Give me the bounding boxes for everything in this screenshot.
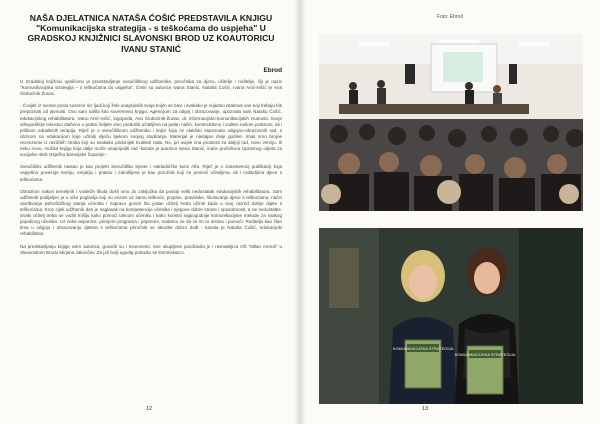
paragraph: U Gradskoj knjižnici upriličeno je predstavljanje sveučilišnog udžbenika, priručnika za djecu, učitelje i roditelje, čiji je naziv "Komunikacijska strategija – s teškoćama do uspjeha". Četiri su autorice Ivana Stanić, Nataša Ćošić, Ivana Anić-Ivičić te Ana Globočnik Žunac. <box>20 79 282 97</box>
event-photo <box>319 34 583 211</box>
paragraph: Na predstavljanju knjige osim autorica, govorili su i recenzenti. Sve okupljene pozdravila je i ravnateljica OŠ "Milan Amruš" u Slavonskom Brodu Mirjana Jakovčev. Za još bolji ugodaj potrudio se Dominik&Co. <box>20 243 282 255</box>
authors-photo <box>319 228 583 404</box>
book-cover-title: KOMUNIKACIJSKA STRATEGIJA <box>454 352 516 357</box>
article-title: NAŠA DJELATNICA NATAŠA ĆOŠIĆ PREDSTAVILA KNJIGU "Komunikacijska strategija - s teškoćama do uspjeha" U GRADSKOJ KNJIŽNICI SLAVONSKI BROD UZ KOAUTORICU IVANU STANIĆ <box>27 13 275 54</box>
right-page <box>300 0 600 424</box>
authors-photo-illustration <box>319 228 583 404</box>
event-photo-illustration <box>319 34 583 211</box>
paragraph: Obrazlom nakon temeljnih i vodećih škola došli smo do zaključka da postoji velik nedostatak edukacijskih rehabilitatora. Sam udžbenik podijeljen je u više poglavlja koji su vezani uz samu teškoće, propise, pravilnike, školovanje djece s teškoćama, način utvrđivanja psihofizičkog stanja učenika i zapravo govori što jedan učitelj treba učiniti kada u svoj razred dobije dijete s teškoćama. Kroz cijeli udžbenik dan je naglasak na kompetencije učenika i njegove dobre strane i sposobnosti, a ne nedostatke. Svaki učitelj treba se voditi mišlju kako pomoći takvom učeniku i kako koristiti najpogodnije komunikacijske metode za svakog pojedinog učenika. Uz neke anjemice, primjere programa i pripreme, nadamo se da će im to uistinu i pomoći. Roditelju kao član tima u odgoju i obrazovanju djeteta s teškoćama priručnik se također dobro dođi - kazala je Nataša Ćošić, edukacijski rehabilitator. <box>20 188 282 237</box>
article-source: Ebrod <box>263 67 282 74</box>
page-number: 13 <box>422 406 429 412</box>
article-body <box>20 79 282 262</box>
paragraph: - Čovjek iz svome poslu susreće niz ljudi koji žele unaprijediti svoje kojim se bavi i svakako je vrijedno istaknuti one koji trebaju biti prepoznati od javnosti. Ovo sam našla kao suvremenu knjigu. Agencijom za odgoj i obrazovanje, upoznala sam Natašu Ćošić, edukacijskog rehabilitatora, Ivanu Anić-Ivičić, logopeda, Anu Globočnik-Žunac, dr. informacijsko-komunikacijskih znanosti. Svoje višegodišnje iskustvo stečeno u praksi željele smo predočiti učiteljima na jedan način, konstruktivno i vođeni našom praksom, ali i prilikom odrađenih terapija. Riječ je o sveučilišnom udžbeniku i knjizi koja će olakšati nepoznato odgojno-obrazovnih rad, s obzirom na edukacijom koje učitelji stječu tijekom svojeg studiranja. Materijal je nastajao dvije godine. Imali smo brojne recenzente iz različitih struka koji su svakako pridonijeli kvaliteti rada. No, pri uvijek ima prostora za daljnji rad, novu verziju. Ili neku novu, možda knjigu koja dalje može unaprijediti rad -kazala je autorica Ivana Stanić, inače pročelnica Upravnog odjela za socijalno skrb Osječko-baranjske županije - <box>20 103 282 158</box>
page-number: 12 <box>146 406 153 412</box>
paragraph: Sveučilišni udžbenik nastao je kao projekt Sveučilišta Sjever i nakladničke kuće Alfa. Riječ je o znanstvenoj publikaciji koja uspješno povezuje teoriju, empiriju i praksu i zamišljena je kao priručnik koji će pomoći učiteljima, ali i roditeljima djece s teškoćama. <box>20 164 282 182</box>
book-cover-title: KOMUNIKACIJSKA STRATEGIJA <box>392 346 454 351</box>
photo-credit: Foto: Ebrod <box>436 14 464 20</box>
